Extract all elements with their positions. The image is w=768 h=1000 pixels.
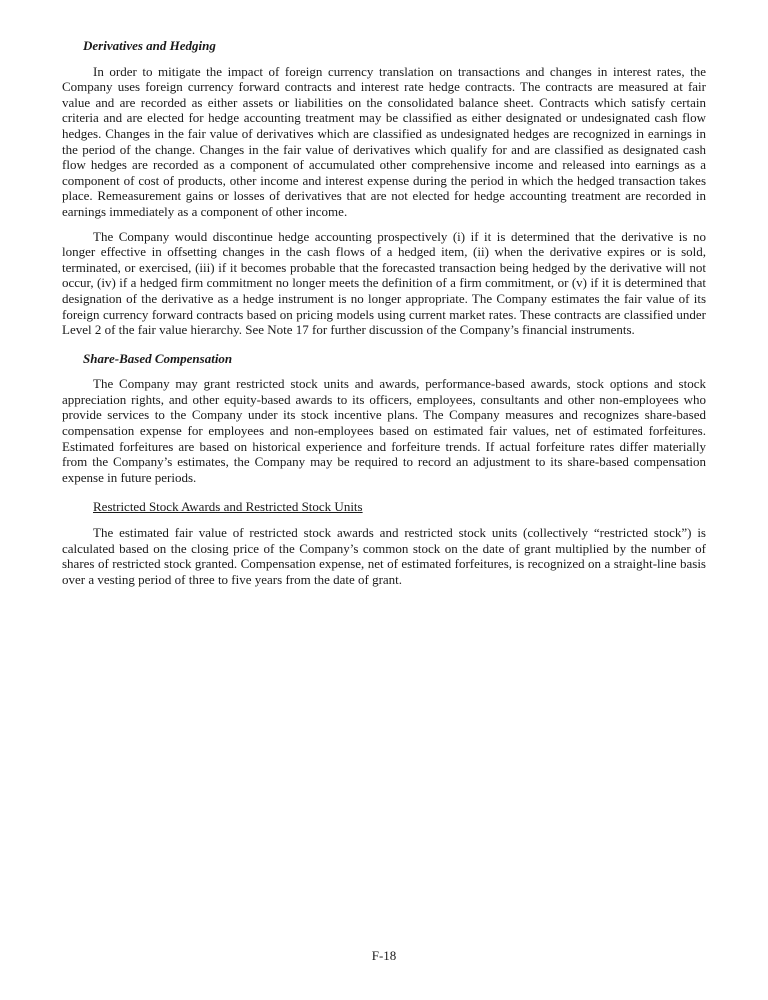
page-number: F-18: [371, 948, 397, 964]
paragraph-restricted-stock: The estimated fair value of restricted stock awards and restricted stock units (collectively “restricted stock”) is calculated based on the closing price of the Company’s common stock on the date of grant multiplied by the number of shares of restricted stock granted. Compensation expense, net of estimated forfeitures, is recognized on a straight-line basis over a vesting period of three to five years from the date of grant.: [62, 525, 706, 587]
section-heading-derivatives-and-hedging: Derivatives and Hedging: [83, 38, 216, 53]
paragraph-hedge-discontinuation: The Company would discontinue hedge accounting prospectively (i) if it is determined that the derivative is no longer effective in offsetting changes in the cash flows of a hedged item, (ii) when the derivative expires or is sold, terminated, or exercised, (iii) if it becomes probable that the forecasted transaction being hedged by the derivative will not occur, (iv) if a hedged firm commitment no longer meets the definition of a firm commitment, or (v) if it is determined that designation of the derivative as a hedge instrument is no longer appropriate. The Company estimates the fair value of its foreign currency forward contracts based on pricing models using current market rates. These contracts are classified under Level 2 of the fair value hierarchy. See Note 17 for further discussion of the Company’s financial instruments.: [62, 228, 706, 338]
section-heading-share-based-compensation: Share-Based Compensation: [83, 350, 233, 366]
paragraph-share-based-compensation: The Company may grant restricted stock units and awards, performance-based awards, stock options and stock appreciation rights, and other equity-based awards to its officers, employees, consultants and other non-employees who provide services to the Company under its stock incentive plans. The Company measures and recognizes share-based compensation expense for employees and non-employees based on estimated fair values, net of estimated forfeitures. Estimated forfeitures are based on historical experience and forfeiture trends. If actual forfeiture rates differ materially from the Company’s estimates, the Company may be required to record an adjustment to its share-based compensation expense in future periods.: [62, 376, 706, 485]
paragraph-derivatives-overview: In order to mitigate the impact of foreign currency translation on transactions and changes in interest rates, the Company uses foreign currency forward contracts and interest rate hedge contracts. The contracts are measured at fair value and are recorded as either assets or liabilities on the consolidated balance sheet. Contracts which satisfy certain criteria and are elected for hedge accounting treatment may be classified as either designated or undesignated cash flow hedges. Changes in the fair value of derivatives which are classified as undesignated hedges are recognized in earnings in the period of the change. Changes in the fair value of derivatives which qualify for and are classified as designated cash flow hedges are recorded as a component of accumulated other comprehensive income and released into earnings as a component of cost of products, other income and interest expense during the period in which the hedged transaction takes place. Remeasurement gains or losses of derivatives that are not elected for hedge accounting treatment are recorded in earnings immediately as a component of other income.: [62, 63, 706, 219]
subsection-heading-restricted-stock: Restricted Stock Awards and Restricted Stock Units: [93, 499, 363, 515]
